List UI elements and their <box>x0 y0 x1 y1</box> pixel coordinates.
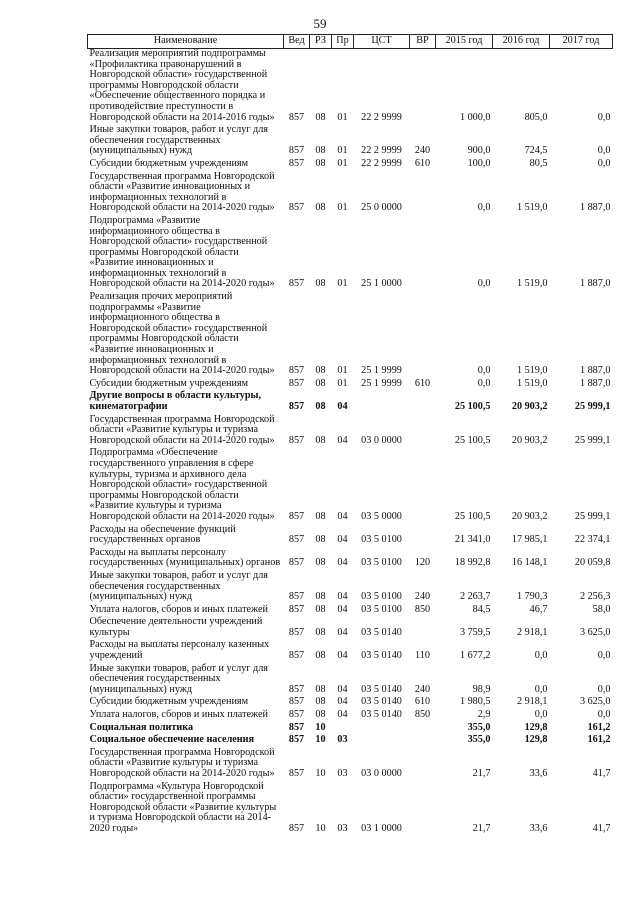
cell-ved: 857 <box>288 696 305 708</box>
cell-name: Иные закупки товаров, работ и услуг для обеспечения государственных (муниципальных) нужд <box>89 124 268 157</box>
cell-2016: 0,0 <box>534 709 548 721</box>
cell-name: Другие вопросы в области культуры, кинематографии <box>89 390 262 412</box>
cell-2015: 0,0 <box>477 365 491 377</box>
cell-name: Реализация мероприятий подпрограммы «Профилактика правонарушений в Новгородской области» государственной программы Новгородской области «Обеспечение общественного порядка и противодействие преступности в Новгородской области на 2014-2016 годы» <box>89 48 275 123</box>
cell-vr: 110 <box>415 650 430 662</box>
cell-pr: 04 <box>337 683 348 695</box>
cell-2015: 355,0 <box>467 721 491 733</box>
cell-2015: 100,0 <box>467 157 491 169</box>
cell-vr: 610 <box>414 157 431 169</box>
cell-2016: 17 985,1 <box>511 534 548 546</box>
cell-pr: 01 <box>337 202 348 214</box>
col-header-name: Наименование <box>88 35 284 49</box>
cell-vr: 240 <box>414 683 431 695</box>
cell-2016: 0,0 <box>534 650 548 662</box>
cell-vr <box>410 525 436 548</box>
cell-cst: 03 5 0140 <box>361 696 402 708</box>
cell-2015: 21 341,0 <box>454 534 491 546</box>
table-row <box>88 617 613 640</box>
cell-name: Подпрограмма «Культура Новгородской области» государственной программы Новгородской области «Развитие культуры и туризма Новгородской области на 2014-2020 годы» <box>89 780 277 834</box>
cell-rz: 08 <box>315 145 326 157</box>
cell-cst: 03 5 0140 <box>361 650 402 662</box>
cell-2017: 41,7 <box>592 822 611 834</box>
cell-2016: 16 148,1 <box>511 557 548 569</box>
cell-pr: 01 <box>337 145 348 157</box>
cell-2016: 33,6 <box>529 822 548 834</box>
cell-ved: 857 <box>288 709 305 721</box>
col-header-rz: РЗ <box>310 35 332 49</box>
cell-2016: 20 903,2 <box>511 510 548 522</box>
cell-name: Субсидии бюджетным учреждениям <box>89 157 249 169</box>
cell-cst: 03 5 0100 <box>361 534 402 546</box>
cell-name: Субсидии бюджетным учреждениям <box>89 696 249 708</box>
cell-pr: 01 <box>337 365 348 377</box>
cell-2015: 25 100,5 <box>454 401 491 412</box>
cell-2017: 2 256,3 <box>579 591 611 603</box>
cell-2015: 3 759,5 <box>459 626 491 638</box>
cell-2017: 20 059,8 <box>574 557 611 569</box>
cell-pr: 04 <box>337 534 348 546</box>
cell-2015: 18 992,8 <box>454 557 491 569</box>
cell-pr: 04 <box>337 510 348 522</box>
cell-pr: 04 <box>337 603 348 615</box>
cell-2017: 3 625,0 <box>579 626 611 638</box>
cell-ved: 857 <box>288 365 305 377</box>
cell-cst: 03 5 0100 <box>361 591 402 603</box>
cell-vr: 120 <box>414 557 431 569</box>
cell-rz: 08 <box>315 111 326 123</box>
cell-2017: 41,7 <box>592 768 611 779</box>
cell-ved: 857 <box>288 202 305 214</box>
cell-2016: 33,6 <box>529 768 548 779</box>
cell-ved: 857 <box>288 650 305 662</box>
cell-2016: 1 790,3 <box>516 591 548 603</box>
cell-2017: 3 625,0 <box>579 696 611 708</box>
cell-cst: 25 0 0000 <box>361 202 402 214</box>
cell-vr <box>410 617 436 640</box>
cell-2016: 46,7 <box>529 603 548 615</box>
cell-rz: 08 <box>315 157 326 169</box>
cell-rz: 08 <box>315 434 326 446</box>
cell-rz: 08 <box>315 534 326 546</box>
col-header-cst: ЦСТ <box>354 35 410 49</box>
cell-cst <box>354 735 410 748</box>
table-row <box>88 172 613 216</box>
cell-vr <box>410 782 436 837</box>
cell-vr: 850 <box>414 709 431 721</box>
cell-2017: 0,0 <box>597 683 611 695</box>
table-row <box>88 448 613 524</box>
cell-name: Расходы на выплаты персоналу казенных учреждений <box>89 639 270 662</box>
budget-table <box>87 34 613 837</box>
cell-pr: 03 <box>337 734 348 746</box>
cell-vr <box>410 748 436 782</box>
cell-rz: 08 <box>315 377 326 389</box>
cell-2016: 1 519,0 <box>516 377 548 389</box>
cell-name: Обеспечение деятельности учреждений культуры <box>89 616 263 638</box>
cell-2015: 1 000,0 <box>459 111 491 123</box>
cell-name: Уплата налогов, сборов и иных платежей <box>89 709 268 721</box>
cell-2016: 724,5 <box>524 145 548 157</box>
cell-pr: 01 <box>337 377 348 389</box>
cell-cst: 03 5 0100 <box>361 557 402 569</box>
cell-2017: 1 887,0 <box>579 278 611 290</box>
cell-cst: 03 5 0140 <box>361 683 402 695</box>
table-row <box>88 548 613 571</box>
cell-name: Социальное обеспечение населения <box>89 734 255 746</box>
cell-name: Иные закупки товаров, работ и услуг для обеспечения государственных (муниципальных) нужд <box>89 569 268 603</box>
table-row <box>88 125 613 159</box>
cell-ved: 857 <box>288 377 305 389</box>
cell-vr <box>410 415 436 449</box>
col-header-vr: ВР <box>410 35 436 49</box>
cell-vr <box>410 172 436 216</box>
col-header-ved: Вед <box>284 35 310 49</box>
cell-rz: 08 <box>315 202 326 214</box>
cell-rz: 08 <box>315 401 326 412</box>
cell-rz: 08 <box>315 626 326 638</box>
cell-2016: 80,5 <box>529 157 548 169</box>
table-row <box>88 159 613 172</box>
cell-vr: 240 <box>414 145 431 157</box>
table-row <box>88 782 613 837</box>
cell-pr: 01 <box>337 111 348 123</box>
cell-ved: 857 <box>288 145 305 157</box>
cell-name: Государственная программа Новгородской области «Развитие инновационных и информационных технологий в Новгородской области на 2014-2020 годы» <box>89 170 275 214</box>
cell-rz: 08 <box>315 683 326 695</box>
cell-name: Государственная программа Новгородской области «Развитие культуры и туризма Новгородской области на 2014-2020 годы» <box>89 413 275 446</box>
col-header-pr: Пр <box>332 35 354 49</box>
cell-2016: 1 519,0 <box>516 365 548 377</box>
cell-name: Подпрограмма «Развитие информационного общества в Новгородской области» государственной программы Новгородской области «Развитие инновационных и информационных технологий в Новгородской области на 2014-2020 годы» <box>89 214 275 290</box>
cell-cst <box>354 723 410 736</box>
cell-name: Расходы на обеспечение функций государственных органов <box>89 523 236 546</box>
cell-cst: 25 1 9999 <box>361 365 402 377</box>
cell-pr: 04 <box>337 709 348 721</box>
cell-name: Реализация прочих мероприятий подпрограммы «Развитие информационного общества в Новгородской области» государственной программы Новгородской области «Развитие инновационных и информационных технологий в Новгородской области на 2014-2020 годы» <box>89 291 275 377</box>
cell-vr <box>410 391 436 414</box>
cell-ved: 857 <box>288 401 305 412</box>
cell-vr <box>410 49 436 126</box>
cell-ved: 857 <box>288 111 305 123</box>
page-number: 59 <box>313 16 327 31</box>
cell-pr: 01 <box>337 157 348 169</box>
cell-name: Субсидии бюджетным учреждениям <box>89 377 249 389</box>
cell-rz: 08 <box>315 603 326 615</box>
cell-2015: 0,0 <box>477 377 491 389</box>
cell-cst: 25 1 9999 <box>361 377 402 389</box>
cell-pr: 03 <box>337 822 348 834</box>
table-row <box>88 735 613 748</box>
cell-ved: 857 <box>288 557 305 569</box>
cell-cst: 03 1 0000 <box>361 822 402 834</box>
cell-cst: 25 1 0000 <box>361 278 402 290</box>
cell-vr: 610 <box>414 696 431 708</box>
cell-2015: 1 677,2 <box>459 650 491 662</box>
cell-vr: 610 <box>414 377 431 389</box>
cell-2017: 1 887,0 <box>579 202 611 214</box>
cell-pr: 03 <box>337 768 348 779</box>
cell-cst: 03 5 0100 <box>361 603 402 615</box>
cell-name: Подпрограмма «Обеспечение государственного управления в сфере культуры, туризма и архивного дела Новгородской области» государственной программы Новгородской области «Развитие культуры и туризма Новгородской области на 2014-2020 годы» <box>89 447 275 522</box>
cell-2016: 805,0 <box>524 111 548 123</box>
cell-2015: 355,0 <box>467 734 491 746</box>
cell-rz: 10 <box>315 721 326 733</box>
cell-name: Расходы на выплаты персоналу государственных (муниципальных) органов <box>89 546 281 569</box>
cell-pr: 04 <box>337 434 348 446</box>
cell-ved: 857 <box>288 822 305 834</box>
cell-ved: 857 <box>288 278 305 290</box>
cell-2017: 25 999,1 <box>574 401 611 412</box>
table-row <box>88 216 613 292</box>
table-header-row <box>88 35 613 49</box>
cell-2016: 0,0 <box>534 683 548 695</box>
cell-2015: 25 100,5 <box>454 510 491 522</box>
cell-cst: 03 0 0000 <box>361 768 402 779</box>
cell-cst: 22 2 9999 <box>361 157 402 169</box>
cell-2016: 20 903,2 <box>511 401 548 412</box>
cell-rz: 08 <box>315 278 326 290</box>
cell-ved: 857 <box>288 721 305 733</box>
cell-2017: 25 999,1 <box>574 510 611 522</box>
cell-ved: 857 <box>288 603 305 615</box>
cell-vr <box>410 216 436 292</box>
cell-ved: 857 <box>288 434 305 446</box>
table-row <box>88 748 613 782</box>
cell-rz: 08 <box>315 365 326 377</box>
cell-2015: 25 100,5 <box>454 434 491 446</box>
cell-2016: 1 519,0 <box>516 278 548 290</box>
cell-rz: 08 <box>315 650 326 662</box>
cell-pr: 04 <box>337 650 348 662</box>
cell-ved: 857 <box>288 626 305 638</box>
cell-2017: 161,2 <box>587 734 611 746</box>
cell-name: Социальная политика <box>89 721 194 733</box>
cell-2015: 21,7 <box>472 822 491 834</box>
cell-rz: 10 <box>315 822 326 834</box>
table-row <box>88 292 613 379</box>
cell-rz: 08 <box>315 696 326 708</box>
cell-cst: 03 5 0000 <box>361 510 402 522</box>
col-header-2017: 2017 год <box>550 35 613 49</box>
table-row <box>88 49 613 126</box>
table-row <box>88 525 613 548</box>
cell-2015: 1 980,5 <box>459 696 491 708</box>
table-row <box>88 391 613 414</box>
cell-pr: 04 <box>337 626 348 638</box>
cell-cst <box>354 391 410 414</box>
cell-vr <box>410 723 436 736</box>
cell-ved: 857 <box>288 683 305 695</box>
cell-2017: 25 999,1 <box>574 434 611 446</box>
table-row <box>88 571 613 605</box>
cell-2017: 0,0 <box>597 709 611 721</box>
cell-2016: 20 903,2 <box>511 434 548 446</box>
cell-2015: 2,9 <box>477 709 491 721</box>
cell-rz: 08 <box>315 510 326 522</box>
cell-2017: 0,0 <box>597 157 611 169</box>
cell-2015: 0,0 <box>477 202 491 214</box>
cell-cst: 03 0 0000 <box>361 434 402 446</box>
cell-name: Иные закупки товаров, работ и услуг для обеспечения государственных (муниципальных) нужд <box>89 662 268 695</box>
cell-2017: 1 887,0 <box>579 365 611 377</box>
cell-2015: 900,0 <box>467 145 491 157</box>
table-row <box>88 415 613 449</box>
cell-2016: 129,8 <box>524 734 548 746</box>
cell-ved: 857 <box>288 768 305 779</box>
cell-vr: 240 <box>414 591 431 603</box>
cell-2017: 1 887,0 <box>579 377 611 389</box>
cell-rz: 08 <box>315 591 326 603</box>
cell-name: Государственная программа Новгородской области «Развитие культуры и туризма Новгородской области на 2014-2020 годы» <box>89 746 275 779</box>
cell-name: Уплата налогов, сборов и иных платежей <box>89 603 268 615</box>
cell-2015: 2 263,7 <box>459 591 491 603</box>
cell-2015: 21,7 <box>472 768 491 779</box>
cell-cst: 03 5 0140 <box>361 709 402 721</box>
cell-pr: 04 <box>337 557 348 569</box>
cell-pr: 01 <box>337 278 348 290</box>
cell-rz: 10 <box>315 734 326 746</box>
cell-2016: 2 918,1 <box>516 696 548 708</box>
cell-ved: 857 <box>288 157 305 169</box>
table-body <box>88 49 613 837</box>
table-row <box>88 710 613 723</box>
cell-cst: 22 2 9999 <box>361 145 402 157</box>
cell-2015: 98,9 <box>472 683 491 695</box>
col-header-2015: 2015 год <box>436 35 493 49</box>
cell-ved: 857 <box>288 534 305 546</box>
cell-pr: 04 <box>337 401 348 412</box>
cell-rz: 08 <box>315 709 326 721</box>
cell-2015: 0,0 <box>477 278 491 290</box>
cell-rz: 10 <box>315 768 326 779</box>
cell-2016: 2 918,1 <box>516 626 548 638</box>
cell-cst: 22 2 9999 <box>361 111 402 123</box>
cell-2017: 0,0 <box>597 650 611 662</box>
cell-2016: 129,8 <box>524 721 548 733</box>
cell-ved: 857 <box>288 510 305 522</box>
cell-2017: 0,0 <box>597 145 611 157</box>
table-row <box>88 640 613 663</box>
cell-vr <box>410 448 436 524</box>
cell-vr <box>410 292 436 379</box>
cell-2017: 0,0 <box>597 111 611 123</box>
cell-pr: 04 <box>337 696 348 708</box>
cell-2017: 161,2 <box>587 721 611 733</box>
cell-cst: 03 5 0140 <box>361 626 402 638</box>
cell-vr: 850 <box>414 603 431 615</box>
cell-2017: 58,0 <box>592 603 611 615</box>
cell-rz: 08 <box>315 557 326 569</box>
table-row <box>88 664 613 698</box>
cell-ved: 857 <box>288 734 305 746</box>
cell-pr: 04 <box>337 591 348 603</box>
cell-2016: 1 519,0 <box>516 202 548 214</box>
cell-ved: 857 <box>288 591 305 603</box>
cell-vr <box>410 735 436 748</box>
col-header-2016: 2016 год <box>493 35 550 49</box>
cell-2017: 22 374,1 <box>574 534 611 546</box>
cell-2015: 84,5 <box>472 603 491 615</box>
